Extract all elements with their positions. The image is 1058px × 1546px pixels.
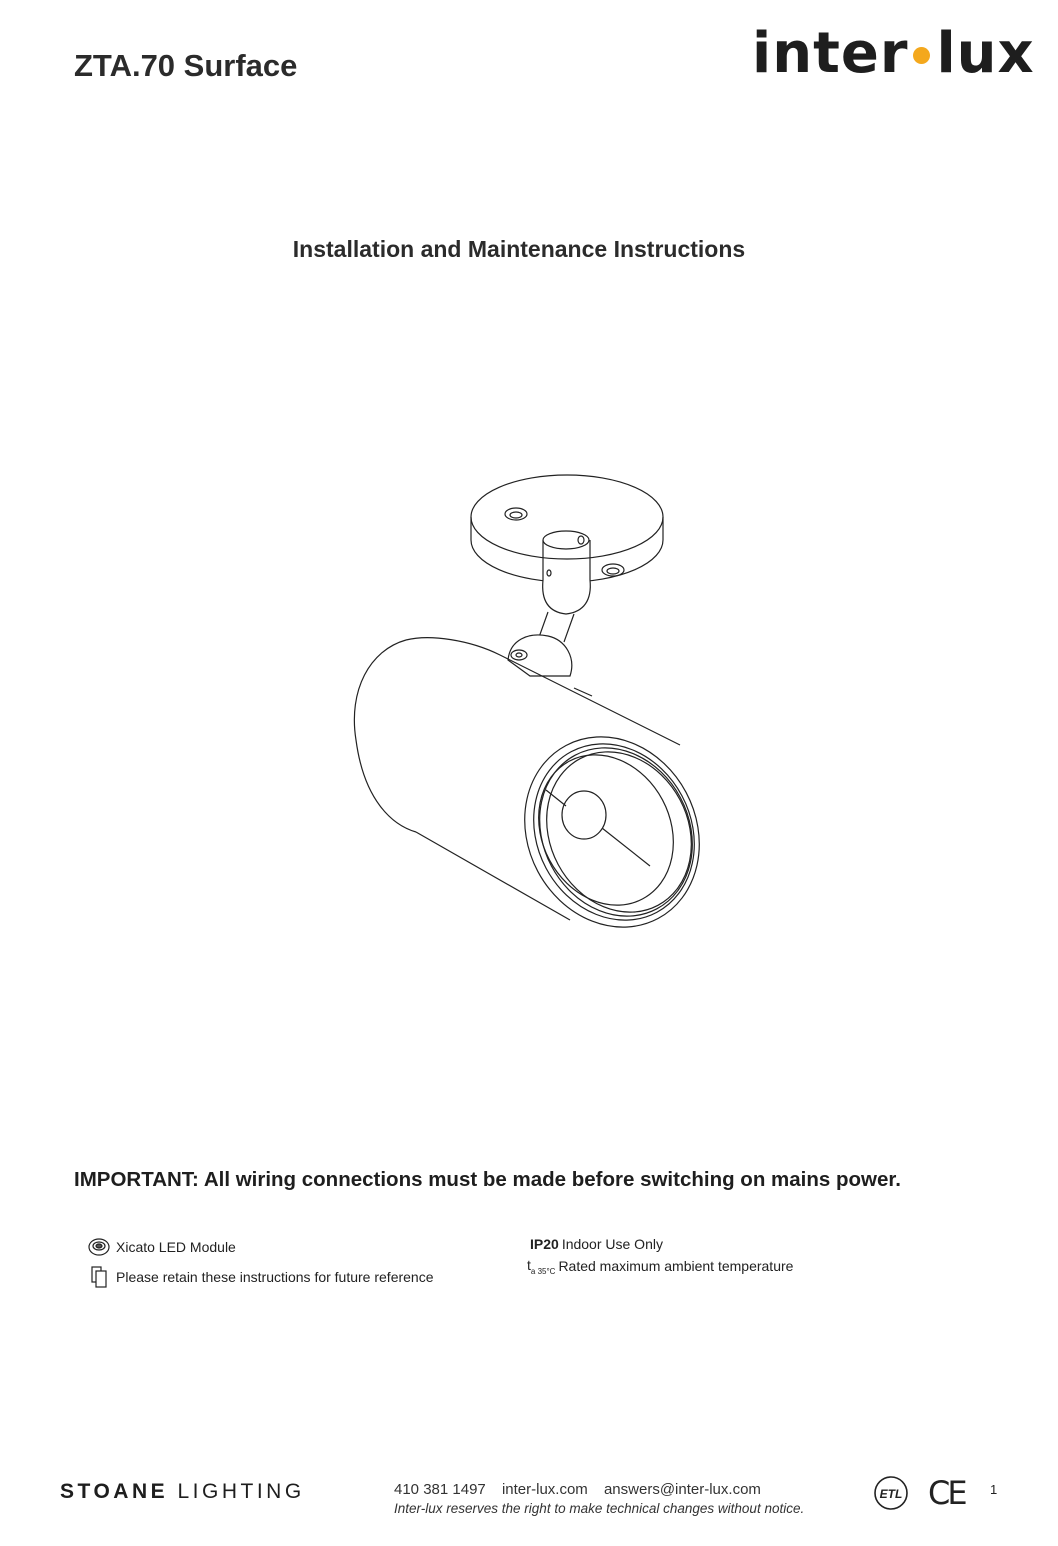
- logo-text-left: inter: [752, 21, 909, 86]
- ip-label: Indoor Use Only: [561, 1236, 663, 1252]
- important-notice: IMPORTANT: All wiring connections must be made before switching on mains power.: [74, 1168, 901, 1191]
- ce-mark-icon: CE: [928, 1474, 965, 1512]
- legend-led-module: [86, 1238, 236, 1256]
- footer-disclaimer: Inter-lux reserves the right to make technical changes without notice.: [394, 1501, 805, 1516]
- svg-text:ETL: ETL: [879, 1487, 903, 1501]
- logo-dot: [913, 47, 930, 64]
- ip-code: IP20: [530, 1236, 559, 1252]
- led-module-icon: [86, 1238, 112, 1256]
- logo-text-right: lux: [936, 21, 1035, 86]
- etl-listed-icon: [872, 1474, 910, 1512]
- legend-retain-label: Please retain these instructions for future reference: [116, 1269, 434, 1285]
- page-number: 1: [990, 1482, 998, 1497]
- footer-contact: [394, 1481, 773, 1498]
- document-copy-icon: [86, 1266, 112, 1288]
- legend-retain: [86, 1266, 434, 1288]
- interlux-logo: [752, 21, 1035, 86]
- legend-led-label: Xicato LED Module: [116, 1239, 236, 1255]
- footer-email[interactable]: answers@inter-lux.com: [603, 1481, 761, 1498]
- legend-ip-rating: [530, 1236, 663, 1252]
- brand-light: LIGHTING: [177, 1480, 305, 1503]
- fixture-illustration: [340, 470, 720, 940]
- document-heading: Installation and Maintenance Instructions: [292, 236, 746, 262]
- footer-phone[interactable]: 410 381 1497: [394, 1481, 486, 1498]
- stoane-lighting-logo: [60, 1480, 305, 1504]
- legend-ambient-temp: [527, 1257, 793, 1276]
- product-title: ZTA.70 Surface: [74, 48, 298, 83]
- ta-label: Rated maximum ambient temperature: [558, 1258, 794, 1275]
- brand-bold: STOANE: [60, 1480, 169, 1503]
- ta-symbol: $t_{a 35^\circ C}$: [527, 1257, 556, 1276]
- footer-website[interactable]: inter-lux.com: [501, 1481, 588, 1498]
